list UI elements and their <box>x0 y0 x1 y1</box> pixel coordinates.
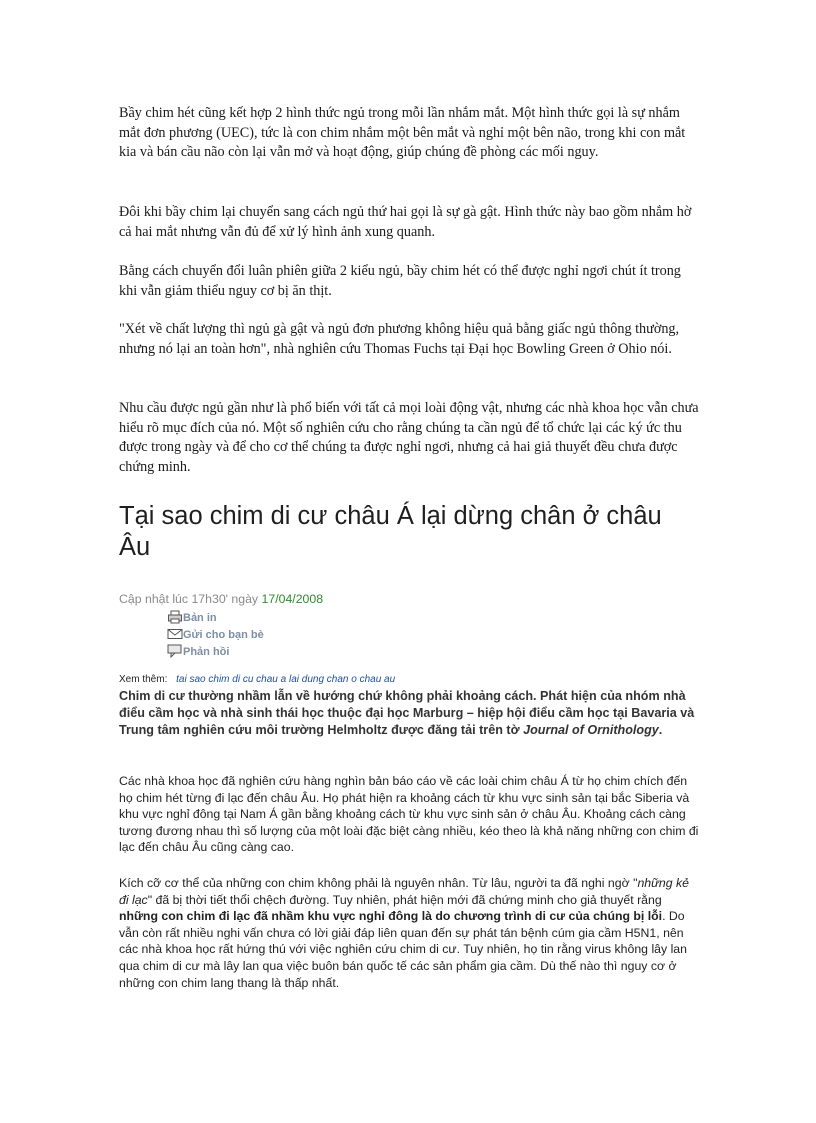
update-date: 17/04/2008 <box>261 592 324 606</box>
article-actions <box>167 607 264 658</box>
update-prefix: Cập nhật lúc 17h30' ngày <box>119 592 259 606</box>
paragraph-alternating <box>119 262 699 301</box>
see-also-link[interactable]: tai sao chim di cu chau a lai dung chan o chau au <box>176 674 396 685</box>
lead-journal: Journal of Ornithology <box>523 723 659 737</box>
paragraph-text: Nhu cầu được ngủ gần như là phổ biến với tất cả mọi loài động vật, nhưng các nhà khoa học vẫn chưa hiểu rõ mục đích của nó. Một số nghiên cứu cho rằng chúng ta cần ngủ để tổ chức lại các ký ức thu được trong ngày và để cho cơ thể chúng ta được nghỉ ngơi, nhưng cả hai giả thuyết đều chưa được chứng minh. <box>119 400 699 475</box>
paragraph-sleep-types <box>119 104 699 163</box>
lead-end: . <box>658 723 663 737</box>
paragraph-dozing <box>119 203 699 242</box>
reply-icon <box>167 644 183 658</box>
body-italic: những kẻ đi lạc <box>119 876 690 907</box>
envelope-icon <box>167 627 183 641</box>
paragraph-text: "Xét về chất lượng thì ngủ gà gật và ngủ đơn phương không hiệu quả bằng giấc ngủ thông thường, nhưng nó lại an toàn hơn", nhà nghiên cứu Thomas Fuchs tại Đại học Bowling Green ở Ohio nói. <box>119 321 680 357</box>
paragraph-text: Đôi khi bầy chim lại chuyển sang cách ngủ thứ hai gọi là sự gà gật. Hình thức này bao gồm nhắm hờ cả hai mắt nhưng vẫn đủ để xử lý hình ảnh xung quanh. <box>119 204 692 240</box>
feedback-label: Phản hồi <box>183 646 230 658</box>
lead-text: Chim di cư thường nhầm lẫn về hướng chứ không phải khoảng cách. Phát hiện của nhóm nhà điểu cầm học và nhà sinh thái học thuộc đại học Marburg – hiệp hội điểu cầm học tại Bavaria và Trung tâm nghiên cứu môi trường Helmholtz được đăng tải trên tờ <box>119 689 695 737</box>
article-body-paragraph <box>119 875 699 991</box>
send-label: Gửi cho bạn bè <box>183 629 264 641</box>
update-line <box>119 592 323 606</box>
article-title: Tại sao chim di cư châu Á lại dừng chân ở châu Âu <box>119 502 662 561</box>
print-label: Bản in <box>183 612 217 624</box>
see-also-label: Xem thêm: <box>119 674 168 685</box>
printer-icon <box>167 610 183 624</box>
article-lead <box>119 688 699 739</box>
body-text: . Do vẫn còn rất nhiều nghi vấn chưa có lời giải đáp liên quan đến sự phát tán bệnh cúm gia cầm H5N1, nên các nhà khoa học rất hứng thú với việc nghiên cứu chim di cư. Tuy nhiên, họ tin rằng virus không lây lan qua chim di cư mà lây lan qua việc buôn bán quốc tế các sản phẩm gia cầm. Dù thế nào thì nguy cơ ở những con chim lang thang là thấp nhất. <box>119 909 687 990</box>
paragraph-sleep-purpose <box>119 399 699 477</box>
see-also <box>119 674 395 685</box>
paragraph-text: Bằng cách chuyển đổi luân phiên giữa 2 kiểu ngủ, bầy chim hét có thể được nghỉ ngơi chút ít trong khi vẫn giảm thiểu nguy cơ bị ăn thịt. <box>119 263 681 299</box>
body-text: Kích cỡ cơ thể của những con chim không phải là nguyên nhân. Từ lâu, người ta đã nghi ngờ " <box>119 876 638 890</box>
body-bold: những con chim đi lạc đã nhầm khu vực nghỉ đông là do chương trình di cư của chúng bị lỗi <box>119 909 663 924</box>
paragraph-text: Bầy chim hét cũng kết hợp 2 hình thức ngủ trong mỗi lần nhắm mắt. Một hình thức gọi là sự nhắm mắt đơn phương (UEC), tức là con chim nhắm một bên mắt và nghỉ một bên não, trong khi con mắt kia và bán cầu não còn lại vẫn mở và hoạt động, giúp chúng đề phòng các mối nguy. <box>119 105 686 160</box>
paragraph-quote <box>119 320 699 359</box>
print-action[interactable] <box>167 607 264 624</box>
send-to-friend-action[interactable] <box>167 624 264 641</box>
body-text: " đã bị thời tiết thổi chệch đường. Tuy nhiên, phát hiện mới đã chứng minh cho giả thuyết rằng <box>147 892 662 907</box>
article-body-paragraph: Các nhà khoa học đã nghiên cứu hàng nghìn bản báo cáo về các loài chim châu Á từ họ chim chích đến họ chim hét từng đi lạc đến châu Âu. Họ phát hiện ra khoảng cách từ khu vực sinh sản tại bắc Siberia và khu vực nghỉ đông tại Nam Á gần bằng khoảng cách từ khu vực sinh sản ở châu Âu. Khoảng cách càng tương đương nhau thì số lượng của một loài đặc biệt càng nhiều, kéo theo là khả năng những con chim đi lạc đến châu Âu cũng càng cao. <box>119 774 699 855</box>
feedback-action[interactable] <box>167 641 264 658</box>
